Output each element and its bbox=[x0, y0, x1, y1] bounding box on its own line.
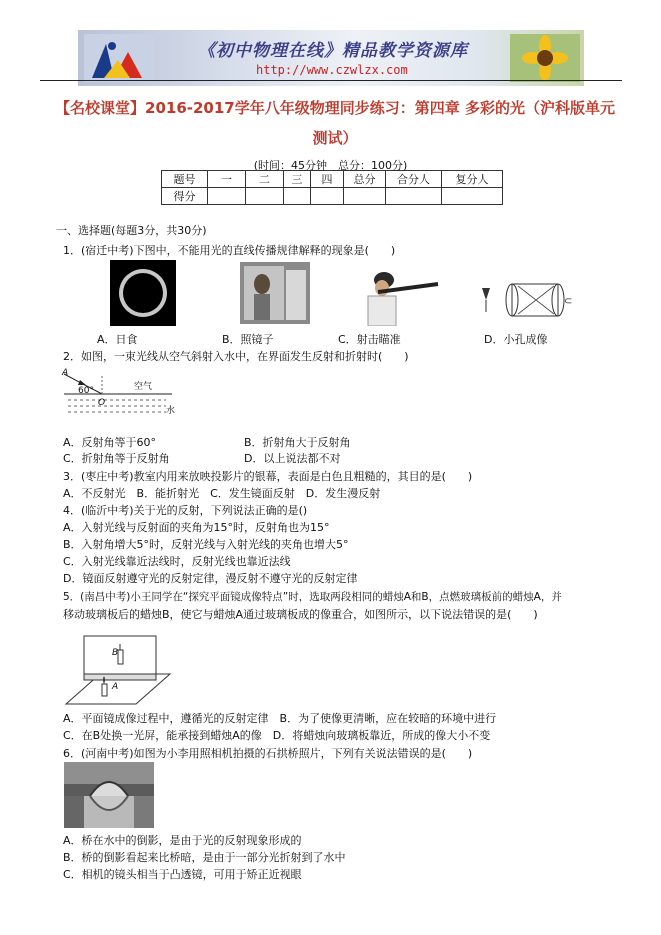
question-6-stem: 6．(河南中考)如图为小李用照相机拍摄的石拱桥照片，下列有关说法错误的是( ) bbox=[63, 747, 473, 760]
score-cell[interactable] bbox=[344, 188, 386, 205]
score-header: 二 bbox=[246, 171, 284, 188]
q2-label-a: A bbox=[62, 368, 69, 378]
q2-option-d[interactable]: D．以上说法都不对 bbox=[244, 452, 341, 465]
score-table bbox=[161, 170, 503, 205]
q4-option-d[interactable]: D．镜面反射遵守光的反射定律，漫反射不遵守光的反射定律 bbox=[63, 572, 358, 585]
score-cell[interactable] bbox=[311, 188, 344, 205]
q1-option-d[interactable]: D．小孔成像 bbox=[484, 333, 548, 346]
score-header: 复分人 bbox=[442, 171, 503, 188]
q2-label-angle: 60° bbox=[78, 386, 94, 396]
score-cell[interactable] bbox=[284, 188, 311, 205]
q4-option-c[interactable]: C．入射光线靠近法线时，反射光线也靠近法线 bbox=[63, 555, 291, 568]
score-header: 总分 bbox=[344, 171, 386, 188]
q1-option-a[interactable]: A．日食 bbox=[97, 333, 138, 346]
header-banner bbox=[78, 30, 584, 86]
q2-label-water: 水 bbox=[166, 406, 176, 416]
q5-label-b: B bbox=[112, 648, 119, 658]
q5-options-line2[interactable]: C．在B处换一光屏，能承接到蜡烛A的像 D．将蜡烛向玻璃板靠近，所成的像大小不变 bbox=[63, 729, 491, 742]
q6-option-a[interactable]: A．桥在水中的倒影，是由于光的反射现象形成的 bbox=[63, 834, 302, 847]
solar-eclipse-photo bbox=[110, 260, 176, 326]
plane-mirror-experiment-diagram bbox=[62, 630, 174, 708]
q3-options[interactable]: A．不反射光 B．能折射光 C．发生镜面反射 D．发生漫反射 bbox=[63, 487, 381, 500]
question-4-stem: 4．(临沂中考)关于光的反射，下列说法正确的是() bbox=[63, 504, 308, 517]
score-header: 一 bbox=[208, 171, 246, 188]
pinhole-camera-diagram bbox=[478, 278, 574, 322]
score-cell[interactable] bbox=[208, 188, 246, 205]
question-5-stem-line2: 移动玻璃板后的蜡烛B，使它与蜡烛A通过玻璃板成的像重合，如图所示，以下说法错误的是( ) bbox=[63, 608, 538, 621]
svg-text:⊂: ⊂ bbox=[564, 296, 573, 307]
site-logo-icon bbox=[84, 34, 154, 82]
q6-option-c[interactable]: C．相机的镜头相当于凸透镜，可用于矫正近视眼 bbox=[63, 868, 302, 881]
q6-option-b[interactable]: B．桥的倒影看起来比桥暗，是由于一部分光折射到了水中 bbox=[63, 851, 346, 864]
score-header: 合分人 bbox=[386, 171, 442, 188]
q1-option-b[interactable]: B．照镜子 bbox=[222, 333, 274, 346]
score-cell[interactable] bbox=[386, 188, 442, 205]
q5-label-a: A bbox=[112, 682, 119, 692]
score-table-row bbox=[162, 188, 503, 205]
page-title: 【名校课堂】2016-2017学年八年级物理同步练习：第四章 多彩的光（沪科版单元测试） bbox=[55, 99, 615, 147]
stone-arch-bridge-photo bbox=[64, 762, 154, 828]
exam-meta: (时间：45分钟 总分：100分) bbox=[253, 159, 408, 172]
q2-label-o: O bbox=[98, 398, 106, 408]
score-cell[interactable] bbox=[442, 188, 503, 205]
q1-option-c[interactable]: C．射击瞄准 bbox=[338, 333, 401, 346]
q5-options-line1[interactable]: A．平面镜成像过程中，遵循光的反射定律 B．为了使像更清晰，应在较暗的环境中进行 bbox=[63, 712, 497, 725]
shooting-aim-photo bbox=[354, 262, 440, 326]
question-5-stem-line1: 5．(南昌中考)小王同学在“探究平面镜成像特点”时，选取两段相同的蜡烛A和B，点燃玻璃板前的蜡烛A，并 bbox=[63, 591, 562, 603]
question-3-stem: 3．(枣庄中考)教室内用来放映投影片的银幕，表面是白色且粗糙的，其目的是( ) bbox=[63, 470, 473, 483]
score-cell[interactable] bbox=[246, 188, 284, 205]
q2-label-air: 空气 bbox=[134, 382, 153, 392]
q2-option-c[interactable]: C．折射角等于反射角 bbox=[63, 452, 170, 465]
mirror-photo bbox=[240, 262, 310, 324]
question-1-stem: 1．(宿迁中考)下图中，不能用光的直线传播规律解释的现象是( ) bbox=[63, 244, 396, 257]
banner-title: 《初中物理在线》精品教学资源库 bbox=[198, 41, 468, 61]
score-row-label: 得分 bbox=[162, 188, 208, 205]
sunflower-icon bbox=[510, 34, 580, 82]
q2-option-b[interactable]: B．折射角大于反射角 bbox=[244, 436, 351, 449]
q2-option-a[interactable]: A．反射角等于60° bbox=[63, 436, 157, 449]
section-heading: 一、选择题(每题3分，共30分) bbox=[56, 224, 207, 237]
header-divider bbox=[40, 80, 622, 81]
question-2-stem: 2．如图，一束光线从空气斜射入水中，在界面发生反射和折射时( ) bbox=[63, 350, 409, 363]
score-header: 题号 bbox=[162, 171, 208, 188]
q4-option-a[interactable]: A．入射光线与反射面的夹角为15°时，反射角也为15° bbox=[63, 521, 330, 534]
q4-option-b[interactable]: B．入射角增大5°时，反射光线与入射光线的夹角也增大5° bbox=[63, 538, 349, 551]
score-header: 四 bbox=[311, 171, 344, 188]
score-table-header-row bbox=[162, 171, 503, 188]
banner-url[interactable]: http://www.czwlzx.com bbox=[256, 63, 408, 77]
score-header: 三 bbox=[284, 171, 311, 188]
